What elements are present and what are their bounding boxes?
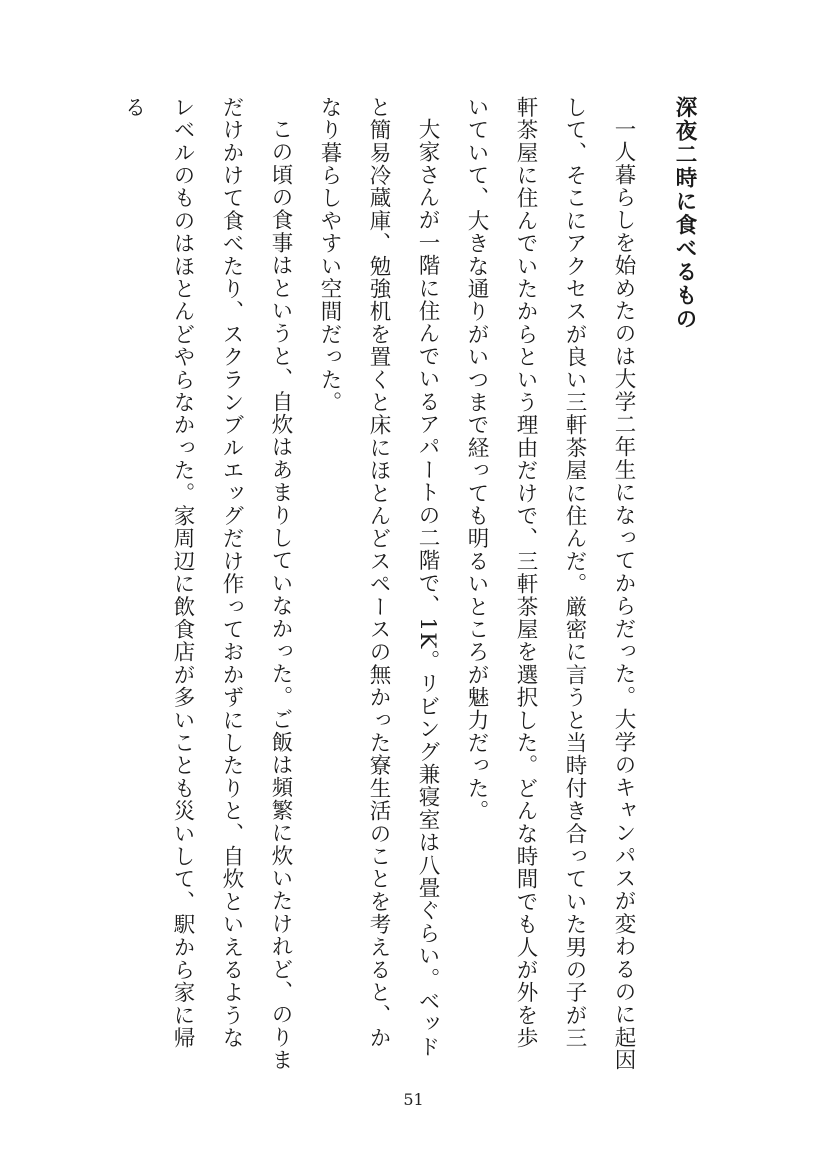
paragraph-3: この頃の食事はというと、自炊はあまりしていなかった。ご飯は頻繁に炊いたけれど、のりまだけかけて食べたり、スクランブルエッグだけ作っておかずにしたりと、自炊といえるようなレベルのものはほとんどやらなかった。家周辺に飲食店が多いことも災いして、駅から家に帰る (121, 96, 293, 1071)
paragraph-1: 一人暮らしを始めたのは大学二年生になってからだった。大学のキャンパスが変わるのに起因して、そこにアクセスが良い三軒茶屋に住んだ。厳密に言うと当時付き合っていた男の子が三軒茶屋に住んでいたからという理由だけで、三軒茶屋を選択した。どんな時間でも人が外を歩いていて、大きな通りがいつまで経っても明るいところが魅力だった。 (464, 96, 636, 1071)
chapter-title: 深夜二時に食べるもの (672, 96, 697, 331)
paragraph-2: 大家さんが一階に住んでいるアパートの二階で、1K。リビング兼寝室は八畳ぐらい。ベッドと簡易冷蔵庫、勉強机を置くと床にほとんどスペースの無かった寮生活のことを考えると、かなり暮らしやすい空間だった。 (317, 96, 440, 1058)
page-number: 51 (403, 1090, 424, 1109)
vertical-text-block (109, 96, 709, 1071)
